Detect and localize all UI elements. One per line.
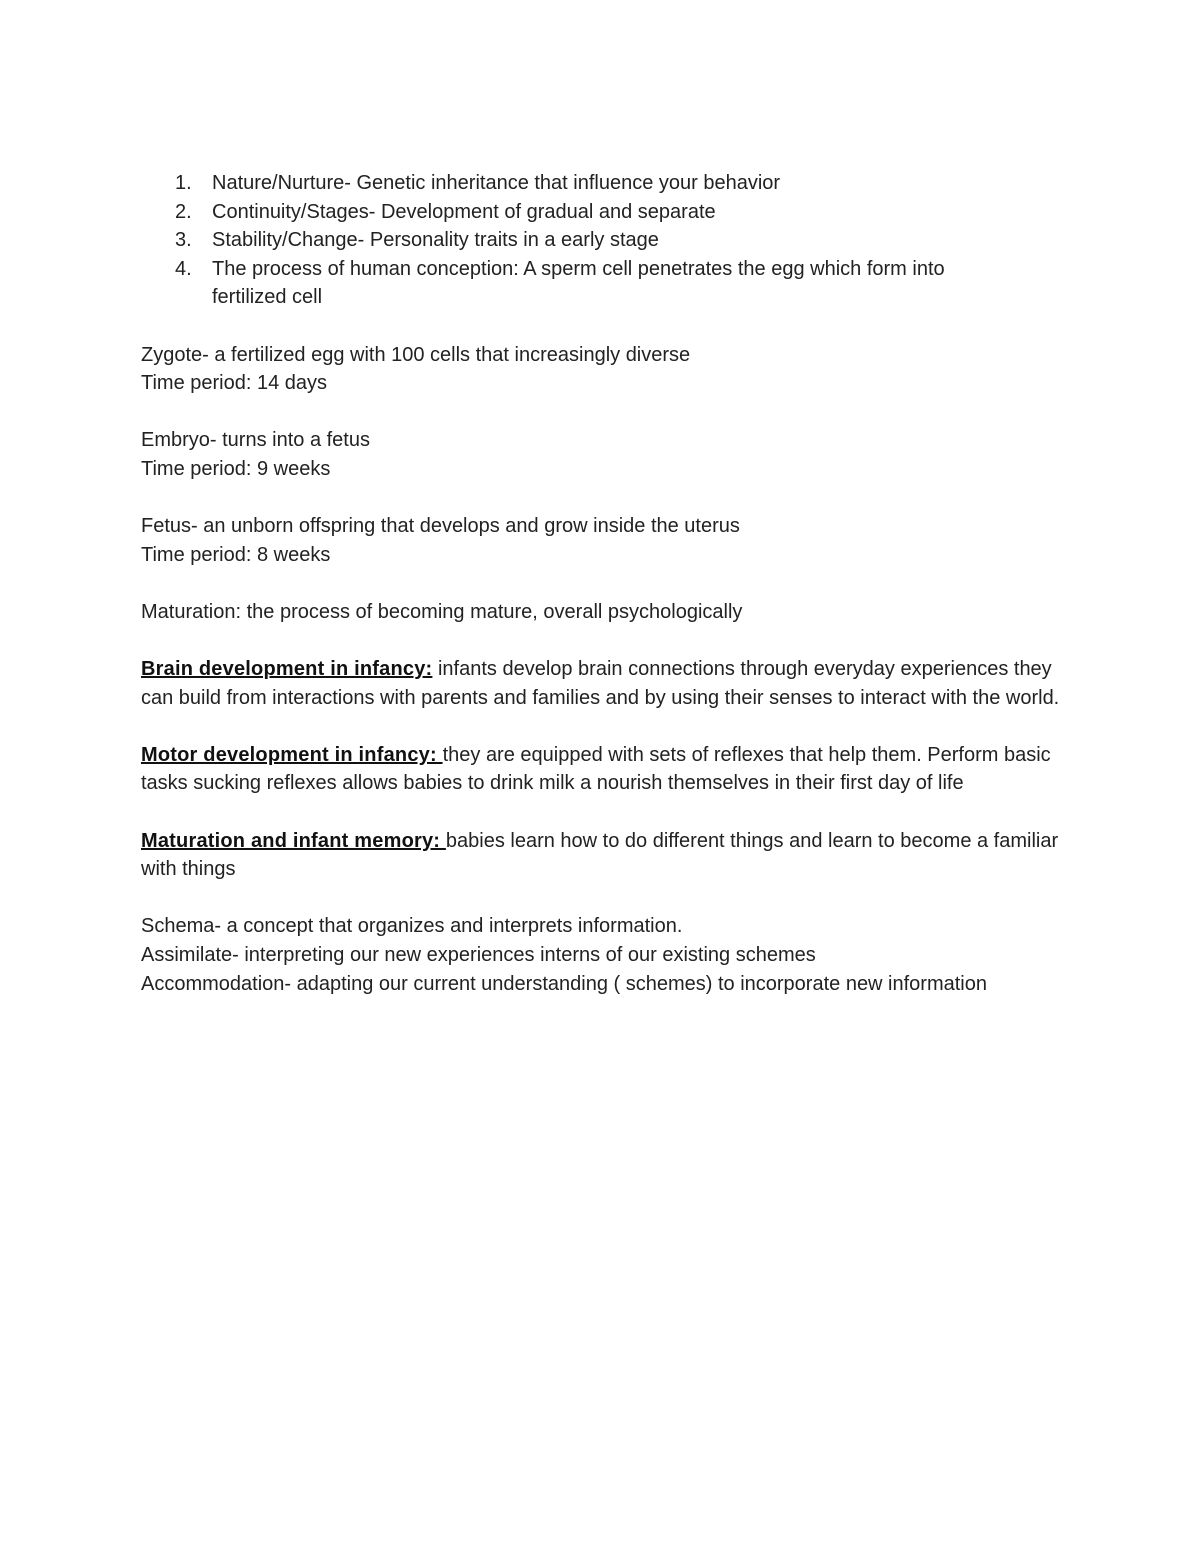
zygote-section	[141, 341, 1071, 398]
list-item	[141, 169, 1071, 198]
list-item	[141, 226, 1071, 255]
zygote-definition: Zygote- a fertilized egg with 100 cells that increasingly diverse	[141, 343, 691, 366]
fetus-section	[141, 512, 1071, 569]
list-number: 1.	[175, 172, 192, 194]
fetus-time-period: Time period: 8 weeks	[141, 543, 331, 566]
document-body	[141, 169, 1071, 998]
assimilate-definition: Assimilate- interpreting our new experiences interns of our existing schemes	[141, 944, 816, 967]
embryo-time-period: Time period: 9 weeks	[141, 457, 331, 480]
motor-development-text: they are equipped with sets of reflexes that help them. Perform basic tasks sucking reflexes allows babies to drink milk a nourish themselves in their first day of life	[141, 743, 1051, 795]
fetus-definition: Fetus- an unborn offspring that develops and grow inside the uterus	[141, 515, 740, 538]
motor-development-heading: Motor development in infancy:	[141, 743, 443, 766]
infant-memory-paragraph	[141, 827, 1071, 884]
infant-memory-heading: Maturation and infant memory:	[141, 829, 446, 852]
list-item	[141, 255, 1071, 312]
brain-development-paragraph	[141, 655, 1071, 712]
accommodation-definition: Accommodation- adapting our current understanding ( schemes) to incorporate new information	[141, 972, 987, 995]
embryo-section	[141, 426, 1071, 483]
motor-development-paragraph	[141, 741, 1071, 798]
list-number: 4.	[175, 257, 192, 280]
brain-development-text: infants develop brain connections through everyday experiences they can build from interactions with parents and families and by using their senses to interact with the world.	[141, 658, 1060, 709]
list-item-text: Nature/Nurture- Genetic inheritance that influence your behavior	[212, 172, 781, 194]
schema-section	[141, 912, 1071, 998]
list-item	[141, 198, 1071, 227]
list-item-text: The process of human conception: A sperm cell penetrates the egg which form into fertilized cell	[212, 257, 945, 309]
embryo-definition: Embryo- turns into a fetus	[141, 429, 370, 452]
maturation-definition: Maturation: the process of becoming mature, overall psychologically	[141, 600, 743, 623]
list-number: 2.	[175, 200, 192, 223]
list-item-text: Continuity/Stages- Development of gradual and separate	[212, 200, 716, 223]
infant-memory-text: babies learn how to do different things and learn to become a familiar with things	[141, 829, 1059, 881]
brain-development-heading: Brain development in infancy:	[141, 658, 433, 681]
zygote-time-period: Time period: 14 days	[141, 372, 328, 395]
list-number: 3.	[175, 229, 192, 252]
schema-definition: Schema- a concept that organizes and interprets information.	[141, 915, 683, 938]
list-item-text: Stability/Change- Personality traits in a early stage	[212, 229, 659, 252]
numbered-list	[141, 169, 1071, 312]
